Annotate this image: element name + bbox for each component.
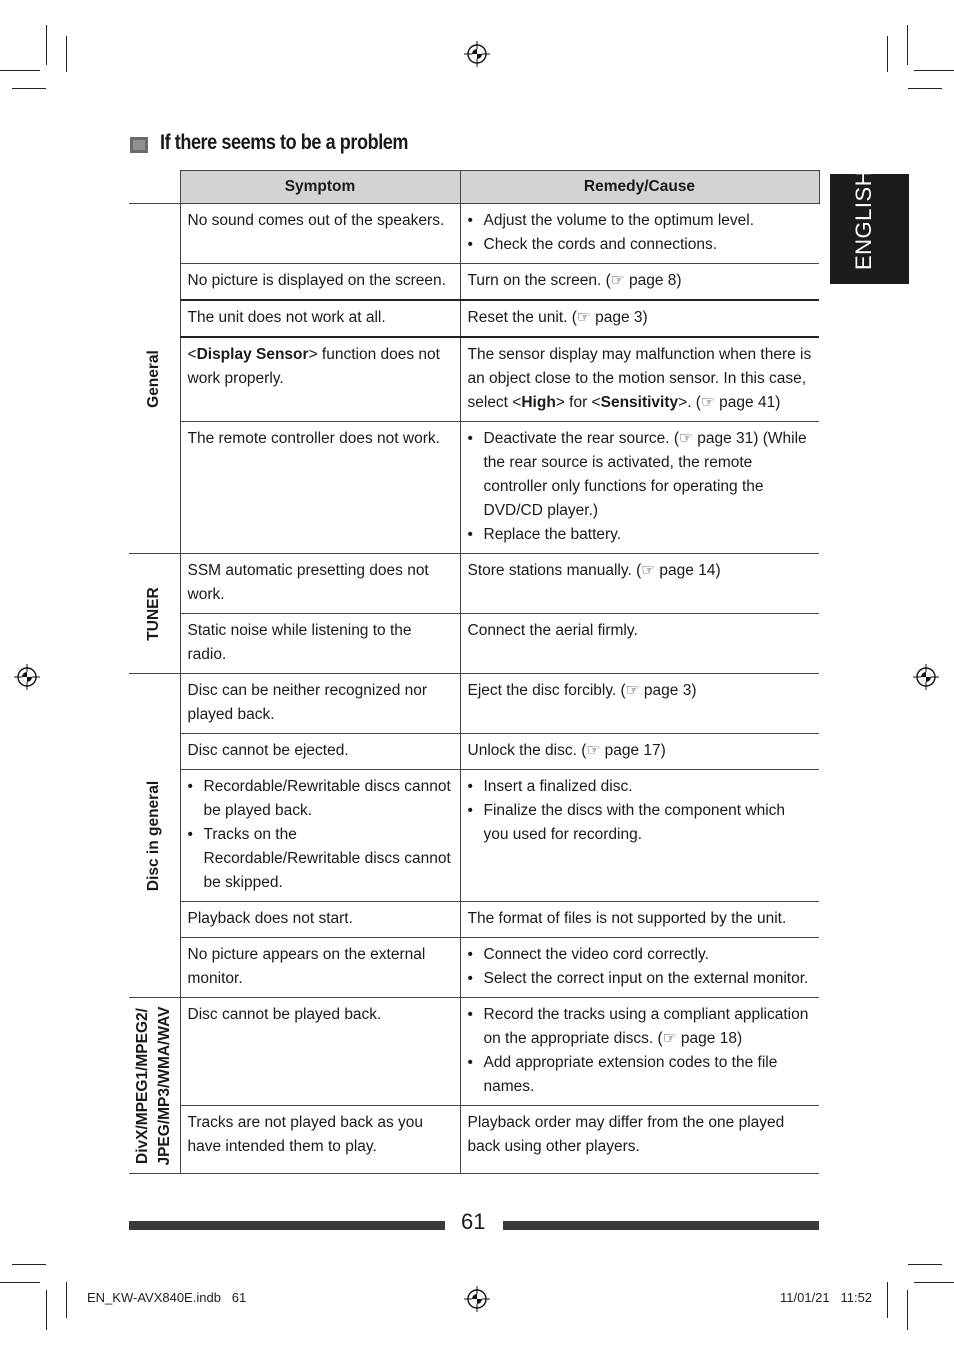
table-row (129, 938, 819, 998)
crop-mark (907, 25, 908, 65)
crop-mark (914, 1282, 954, 1283)
list-item: • Tracks on the Recordable/Rewritable discs cannot be skipped. (204, 823, 454, 895)
crop-mark (908, 1264, 942, 1265)
setting-name: Display Sensor (196, 346, 309, 363)
remedy-cell: Turn on the screen. (☞ page 8) (460, 264, 819, 301)
symptom-cell: Static noise while listening to the radio. (180, 614, 460, 674)
table-row (129, 734, 819, 770)
remedy-cell: Unlock the disc. (☞ page 17) (460, 734, 819, 770)
symptom-cell (180, 770, 460, 902)
language-tab (830, 169, 909, 284)
crop-mark (46, 25, 47, 65)
remedy-cell: The format of files is not supported by the unit. (460, 902, 819, 938)
header-remedy: Remedy/Cause (460, 171, 819, 204)
list-item: • Finalize the discs with the component which you used for recording. (484, 799, 814, 847)
remedy-cell (460, 204, 819, 264)
troubleshooting-table (129, 170, 820, 1174)
crop-mark (12, 88, 46, 89)
symptom-cell: SSM automatic presetting does not work. (180, 554, 460, 614)
table-row (129, 770, 819, 902)
category-tuner (129, 554, 180, 674)
symptom-cell: No picture appears on the external monitor. (180, 938, 460, 998)
crop-mark (66, 36, 67, 72)
remedy-cell: Playback order may differ from the one played back using other players. (460, 1106, 819, 1174)
crop-mark (907, 1290, 908, 1330)
table-row (129, 1106, 819, 1174)
remedy-cell: Reset the unit. (☞ page 3) (460, 300, 819, 337)
symptom-cell: Disc cannot be ejected. (180, 734, 460, 770)
crop-mark (0, 1282, 40, 1283)
footer-bar-left (129, 1221, 445, 1230)
list-item: • Replace the battery. (484, 523, 814, 547)
setting-name: Sensitivity (600, 394, 679, 411)
header-blank (129, 171, 180, 204)
remedy-cell (460, 998, 819, 1106)
crop-mark (887, 36, 888, 72)
table-row (129, 674, 819, 734)
setting-value: High (521, 394, 556, 411)
registration-mark-icon (913, 664, 939, 690)
symptom-cell: The remote controller does not work. (180, 422, 460, 554)
list-item: • Adjust the volume to the optimum level. (484, 209, 814, 233)
list-item: • Select the correct input on the external monitor. (484, 967, 814, 991)
list-item: • Add appropriate extension codes to the file names. (484, 1051, 814, 1099)
category-label: Disc in general (145, 780, 163, 891)
remedy-cell: Eject the disc forcibly. (☞ page 3) (460, 674, 819, 734)
print-file-info: EN_KW-AVX840E.indb 61 (87, 1290, 247, 1305)
remedy-cell: The sensor display may malfunction when there is an object close to the motion sensor. In this case, select <High> for <Sensitivity>. (☞ page 41) (460, 337, 819, 422)
print-timestamp: 11/01/21 11:52 (780, 1290, 873, 1305)
category-label: DivX/MPEG1/MPEG2/ JPEG/MP3/WMA/WAV (134, 1005, 174, 1166)
section-marker-icon (130, 137, 148, 153)
category-label: General (145, 349, 163, 408)
table-row (129, 337, 819, 422)
symptom-cell: No sound comes out of the speakers. (180, 204, 460, 264)
category-general (129, 204, 180, 554)
category-label: TUNER (145, 586, 163, 641)
symptom-cell: Disc can be neither recognized nor played back. (180, 674, 460, 734)
category-file-formats (129, 998, 180, 1174)
table-row (129, 422, 819, 554)
list-item: • Deactivate the rear source. (☞ page 31) (While the rear source is activated, the remote controller only functions for operating the DVD/CD player.) (484, 427, 814, 523)
table-row (129, 264, 819, 301)
table-row (129, 204, 819, 264)
symptom-cell: Playback does not start. (180, 902, 460, 938)
symptom-cell: Disc cannot be played back. (180, 998, 460, 1106)
symptom-cell: <Display Sensor> function does not work properly. (180, 337, 460, 422)
list-item: • Insert a finalized disc. (484, 775, 814, 799)
crop-mark (0, 70, 40, 71)
registration-mark-icon (14, 664, 40, 690)
list-item: • Check the cords and connections. (484, 233, 814, 257)
table-row (129, 554, 819, 614)
table-row (129, 300, 819, 337)
table-row (129, 998, 819, 1106)
table-row (129, 614, 819, 674)
remedy-cell (460, 422, 819, 554)
registration-mark-icon (464, 1286, 490, 1312)
crop-mark (12, 1264, 46, 1265)
crop-mark (46, 1290, 47, 1330)
table-header-row (129, 171, 819, 204)
header-symptom: Symptom (180, 171, 460, 204)
symptom-cell: Tracks are not played back as you have intended them to play. (180, 1106, 460, 1174)
remedy-cell (460, 938, 819, 998)
symptom-cell: No picture is displayed on the screen. (180, 264, 460, 301)
symptom-cell: The unit does not work at all. (180, 300, 460, 337)
crop-mark (914, 70, 954, 71)
crop-mark (887, 1282, 888, 1318)
crop-mark (66, 1282, 67, 1318)
list-item: • Recordable/Rewritable discs cannot be played back. (204, 775, 454, 823)
footer-bar-right (503, 1221, 819, 1230)
language-tab-label: ENGLISH (851, 169, 876, 270)
crop-mark (908, 88, 942, 89)
page-number: 61 (461, 1209, 486, 1234)
section-title: If there seems to be a problem (160, 131, 409, 154)
remedy-cell: Store stations manually. (☞ page 14) (460, 554, 819, 614)
list-item: • Record the tracks using a compliant application on the appropriate discs. (☞ page 18) (484, 1003, 814, 1051)
remedy-cell: Connect the aerial firmly. (460, 614, 819, 674)
registration-mark-icon (464, 41, 490, 67)
list-item: • Connect the video cord correctly. (484, 943, 814, 967)
remedy-cell (460, 770, 819, 902)
category-disc-in-general (129, 674, 180, 998)
table-row (129, 902, 819, 938)
